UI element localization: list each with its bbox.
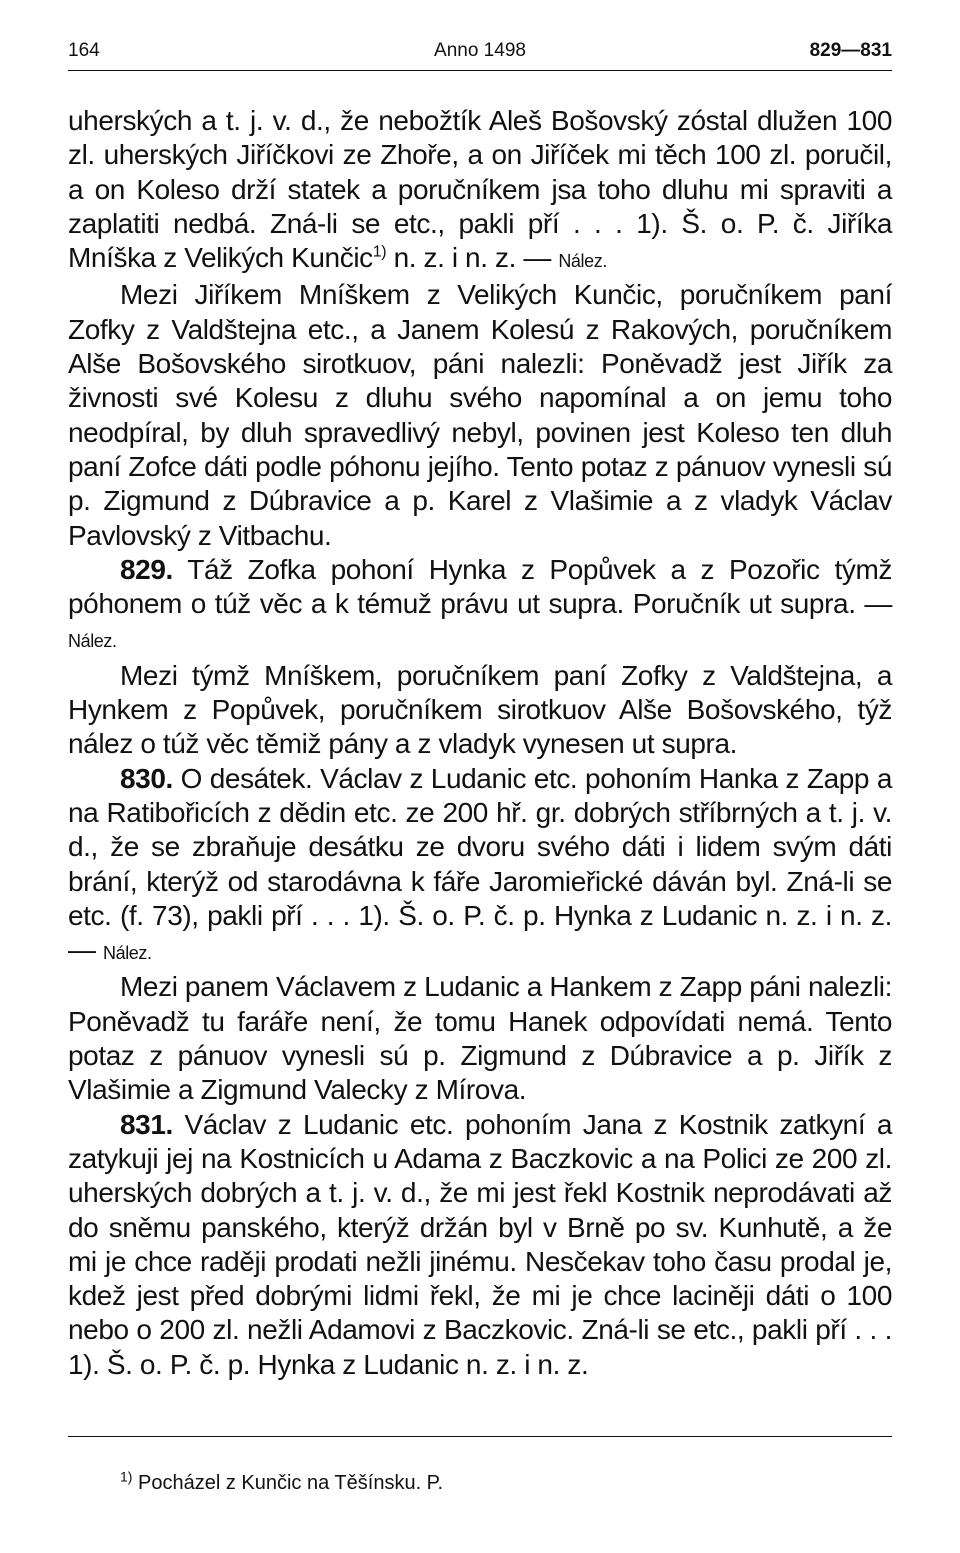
body-text — [68, 104, 892, 1382]
footnote-mark: 1) — [120, 1468, 133, 1485]
footnote-text: Pocházel z Kunčic na Těšínsku. P. — [132, 1472, 443, 1494]
entry-829: 829. Táž Zofka pohoní Hynka z Popůvek a z Pozořic týmž póhonem o túž věc a k témuž právu ut supra. Poručník ut supra. — Nález. — [68, 553, 892, 652]
footnote-rule — [68, 1436, 892, 1437]
entry-number: 829. — [120, 553, 173, 585]
entry-831: 831. Václav z Ludanic etc. pohoním Jana z Kostnik zatkyní a zatykuji jej na Kostnicích u Adama z Baczkovic a na Polici ze 200 zl. uherských dobrých a t. j. v. d., že mi jest řekl Kostnik neprodávati až do sněmu panského, kterýž držán byl v Brně po sv. Kunhutě, a že mi je chce raději prodati nežli jinému. Nesčekav toho času prodal je, kdež jest před dobrými lidmi řekl, že mi je chce laciněji dáti o 100 nebo o 200 zl. nežli Adamovi z Baczkovic. Zná-li se etc., pakli pří . . . 1). Š. o. P. č. p. Hynka z Ludanic n. z. i n. z. — [68, 1108, 892, 1380]
entry-number: 830. — [120, 762, 173, 794]
entry-range: 829—831 — [809, 40, 892, 61]
paragraph-continuation: uherských a t. j. v. d., že nebožtík Aleš Bošovský zóstal dlužen 100 zl. uherských Jiříčkovi ze Zhoře, a on Jiříček mi těch 100 zl. poručil, a on Koleso drží statek a poručníkem jsa toho dluhu mi spraviti a zaplatiti nedbá. Zná-li se etc., pakli pří . . . 1). Š. o. P. č. Jiříka Mníška z Velikých Kunčic$^{1)}$ n. z. i n. z. — Nález. — [68, 105, 892, 274]
entry-830: 830. O desátek. Václav z Ludanic etc. pohoním Hanka z Zapp a na Ratibořicích z dědin etc. ze 200 hř. gr. dobrých stříbrných a t. j. v. d., že se zbraňuje desátku ze dvoru svého dáti i lidem svým dáti brání, kterýž od starodávna k fáře Jaromieřické dáván byl. Zná-li se etc. (f. 73), pakli pří . . . 1). Š. o. P. č. p. Hynka z Ludanic n. z. i n. z. — Nález. — [68, 762, 892, 966]
nalez-label: Nález. — [68, 631, 117, 652]
footnote-reference: 1) — [372, 243, 387, 261]
header-rule — [68, 70, 892, 71]
page-header — [68, 34, 892, 66]
entry-number: 831. — [120, 1108, 173, 1140]
paragraph-verdict: Mezi panem Václavem z Ludanic a Hankem z Zapp páni nalezli: Poněvadž tu faráře není, že tomu Hanek odpovídati nemá. Tento potaz z pánuov vynesli sú p. Zigmund z Dúbravice a p. Jiřík z Vlašimie a Zigmund Valecky z Mírova. — [68, 971, 892, 1106]
paragraph-verdict: Mezi týmž Mníškem, poručníkem paní Zofky z Valdštejna, a Hynkem z Popůvek, poručníkem sirotkuov Alše Bošovského, týž nález o túž věc těmiž pány a z vladyk vynesen ut supra. — [68, 659, 892, 760]
paragraph-verdict: Mezi Jiříkem Mníškem z Velikých Kunčic, poručníkem paní Zofky z Valdštejna etc., a Janem Kolesú z Rakových, poručníkem Alše Bošovského sirotkuov, páni nalezli: Poněvadž jest Jiřík za živnosti své Kolesu z dluhu svého napomínal a on jemu toho neodpíral, by dluh spravedlivý nebyl, povinen jest Koleso ten dluh paní Zofce dáti podle póhonu jejího. Tento potaz z pánuov vynesli sú p. Zigmund z Dúbravice a p. Karel z Vlašimie a z vladyk Václav Pavlovský z Vitbachu. — [68, 279, 892, 551]
nalez-label: Nález. — [558, 251, 607, 272]
running-title: Anno 1498 — [434, 40, 526, 61]
page-number: 164 — [68, 40, 100, 61]
footnote — [120, 1468, 443, 1495]
nalez-label: Nález. — [102, 943, 152, 964]
